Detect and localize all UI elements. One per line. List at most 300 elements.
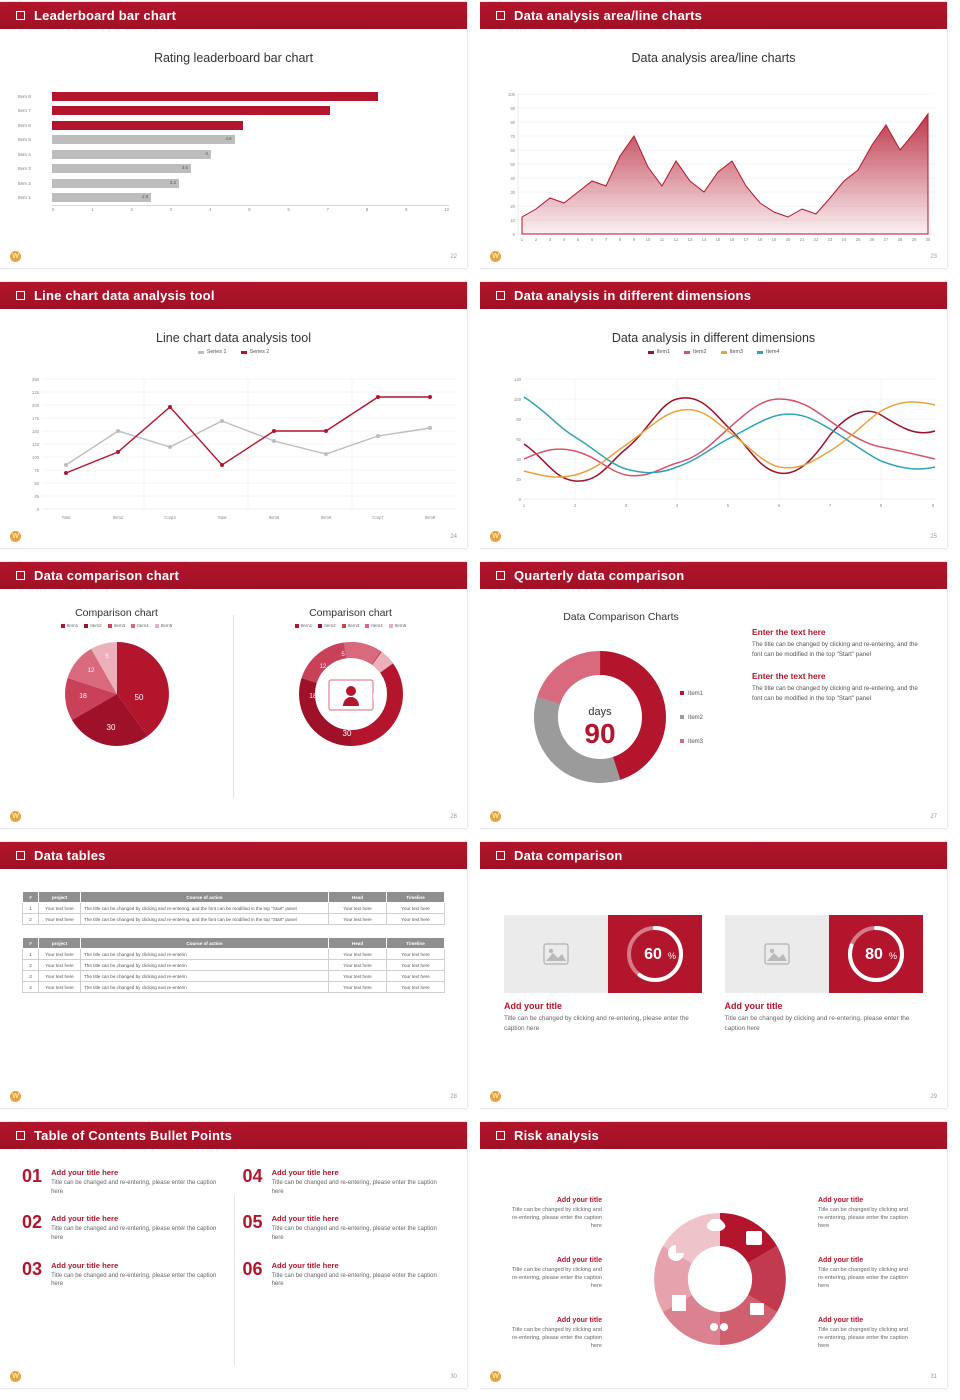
svg-text:1: 1 [522, 503, 526, 508]
legend-label: Item3 [113, 623, 126, 628]
svg-text:Total: Total [61, 515, 71, 520]
bar-value: 3.2 [169, 179, 177, 185]
svg-text:24: 24 [841, 237, 847, 242]
table-row: 2 Your text here The title can be changed by clicking and re-entering, and the font can be modified in the top "Start" panel Your text here Your text here [23, 914, 445, 925]
table-row [18, 176, 449, 191]
list-item [22, 1213, 225, 1242]
page-number: 26 [450, 814, 457, 820]
slide-header [480, 282, 947, 309]
image-placeholder-icon [725, 915, 829, 993]
bar-label: Item 2 [18, 180, 31, 186]
legend-item [365, 623, 383, 628]
slide-header [480, 2, 947, 29]
square-bullet-icon [496, 571, 505, 580]
svg-text:17: 17 [743, 237, 749, 242]
item-body: Title can be changed and re-entering, please enter the caption here [271, 1180, 437, 1195]
svg-text:15: 15 [715, 237, 721, 242]
list-item [243, 1260, 446, 1289]
svg-text:125: 125 [32, 442, 39, 447]
square-bullet-icon [16, 1131, 25, 1140]
legend-label: Item4 [371, 623, 383, 628]
svg-text:13: 13 [687, 237, 693, 242]
x-tick: 1 [91, 207, 94, 212]
svg-text:5: 5 [576, 237, 580, 242]
bar-label: Item 4 [18, 151, 31, 157]
svg-text:50: 50 [34, 481, 39, 486]
slide-data-comparison-chart [0, 560, 480, 840]
chart-title: Data analysis in different dimensions [611, 331, 816, 345]
legend-label: Item4 [765, 349, 780, 355]
x-tick: 6 [287, 207, 290, 212]
risk-title: Add your title [818, 1317, 864, 1324]
risk-block [510, 1197, 602, 1230]
x-tick: 7 [326, 207, 329, 212]
percent-sign: % [888, 951, 897, 961]
svg-text:5: 5 [104, 654, 109, 660]
svg-text:30: 30 [510, 190, 515, 195]
svg-text:Corp7: Corp7 [372, 515, 384, 520]
svg-text:75: 75 [34, 468, 39, 473]
column-header: project [39, 938, 81, 949]
legend-item [648, 349, 670, 355]
svg-text:7: 7 [604, 237, 608, 242]
column-header: Timeline [387, 938, 445, 949]
svg-text:225: 225 [32, 390, 39, 395]
slide-header [480, 1122, 947, 1149]
risk-body: Title can be changed by clicking and re-entering, please enter the caption here [512, 1327, 602, 1350]
chart-title: Line chart data analysis tool [156, 331, 311, 345]
svg-text:6: 6 [590, 237, 594, 242]
bar-label: Item 3 [18, 166, 31, 172]
svg-text:50: 50 [134, 693, 143, 702]
area-series [522, 114, 928, 234]
svg-text:6: 6 [777, 503, 781, 508]
item-title: Add your title here [51, 1214, 119, 1224]
svg-text:25: 25 [855, 237, 861, 242]
slide-header-label: Data tables [34, 848, 106, 863]
area-chart [490, 84, 945, 244]
item-title: Add your title here [271, 1168, 339, 1177]
legend-item [108, 623, 126, 628]
table-row: 3 Your text here The title can be changed by clicking and re-enterin Your text here Your text here [23, 971, 445, 982]
square-bullet-icon [496, 1131, 505, 1140]
item-body: Title can be changed and re-entering, please enter the caption here [51, 1272, 217, 1288]
square-bullet-icon [16, 291, 25, 300]
svg-text:12: 12 [673, 237, 679, 242]
pinwheel-diagram [635, 1187, 805, 1372]
series-item1-line [524, 398, 935, 481]
bar-label: Item 1 [18, 195, 31, 201]
progress-ring [843, 921, 909, 987]
table-row [18, 104, 449, 119]
item-title: Add your title here [51, 1168, 119, 1177]
table-row: 1 Your text here The title can be changed by clicking and re-enterin Your text here Your text here [23, 949, 445, 960]
item-number: 05 [242, 1212, 263, 1233]
bar-value: 4 [205, 150, 208, 156]
slide-data-tables [0, 840, 480, 1120]
table-row: 4 Your text here The title can be changed by clicking and re-enterin Your text here Your text here [23, 982, 445, 993]
svg-text:19: 19 [771, 237, 777, 242]
risk-body: Title can be changed by clicking and re-entering, please enter the caption here [512, 1267, 602, 1290]
slide-data-comparison-percent [480, 840, 960, 1120]
svg-text:18: 18 [757, 237, 763, 242]
card-title: Add your title [504, 1001, 562, 1011]
slide-header [0, 2, 467, 29]
slide-area-line-charts [480, 0, 960, 280]
svg-text:150: 150 [32, 429, 39, 434]
table-header-row [23, 938, 445, 949]
svg-text:100: 100 [32, 455, 39, 460]
svg-text:8: 8 [879, 503, 883, 508]
legend-label: Item1 [656, 349, 671, 355]
legend-item [131, 623, 149, 628]
pie-chart [42, 632, 192, 762]
risk-body: Title can be changed by clicking and re-entering, please enter the caption here [818, 1207, 908, 1230]
series-item4-line [524, 397, 935, 473]
svg-text:28: 28 [897, 237, 903, 242]
svg-text:50: 50 [372, 693, 381, 702]
item-body: Title can be changed and re-entering, please enter the caption here [271, 1226, 437, 1242]
svg-text:9: 9 [632, 237, 636, 242]
svg-text:Item1: Item1 [688, 691, 704, 697]
column-header: # [23, 938, 39, 949]
legend-label: Item5 [394, 623, 407, 628]
chart-title: Comparison chart [75, 607, 158, 619]
risk-block [818, 1317, 910, 1350]
item-number: 02 [22, 1212, 43, 1233]
item-body: Title can be changed and re-entering, please enter the caption here [51, 1226, 217, 1242]
svg-text:50: 50 [510, 162, 515, 167]
svg-text:80: 80 [516, 417, 521, 422]
legend-item [757, 349, 779, 355]
item-body: Title can be changed and re-entering, please enter the caption here [271, 1272, 437, 1288]
logo-icon: W [490, 1091, 501, 1102]
risk-block [510, 1317, 602, 1350]
svg-text:70: 70 [510, 134, 515, 139]
slide-header [0, 282, 467, 309]
svg-text:30: 30 [106, 723, 115, 732]
legend-label: Item2 [90, 623, 102, 628]
data-table-1 [22, 891, 445, 925]
svg-text:Total: Total [217, 515, 227, 520]
legend-item [155, 623, 173, 628]
text-block-heading: Enter the text here [752, 671, 826, 682]
bar-chart [18, 89, 449, 244]
svg-text:120: 120 [514, 377, 521, 382]
logo-icon: W [10, 251, 21, 262]
svg-text:Item3: Item3 [688, 739, 704, 745]
table-row [18, 191, 449, 206]
page-number: 22 [450, 254, 457, 260]
slide-risk-analysis [480, 1120, 960, 1400]
logo-icon: W [10, 811, 21, 822]
risk-body: Title can be changed by clicking and re-entering, please enter the caption here [818, 1327, 908, 1350]
chart-title: Data analysis area/line charts [631, 51, 796, 65]
risk-title: Add your title [556, 1317, 602, 1324]
svg-text:Item6: Item6 [320, 515, 332, 520]
chart-legend [480, 349, 947, 355]
svg-text:2: 2 [573, 503, 577, 508]
item-number: 06 [242, 1258, 263, 1279]
bar-label: Item 7 [18, 108, 31, 114]
svg-text:23: 23 [827, 237, 833, 242]
slide-header [0, 562, 467, 589]
card-body: Title can be changed by clicking and re-entering, please enter the caption here [724, 1015, 910, 1032]
logo-icon: W [10, 531, 21, 542]
bar-value: 4.6 [225, 136, 232, 142]
legend-label: Series 1 [206, 349, 227, 355]
line-chart [8, 371, 463, 531]
slide-header [480, 562, 947, 589]
x-tick: 2 [130, 207, 133, 212]
column-header: Timeline [387, 892, 445, 903]
logo-icon: W [490, 811, 501, 822]
svg-text:90: 90 [510, 106, 515, 111]
svg-text:40: 40 [516, 457, 521, 462]
slide-header-label: Data analysis area/line charts [514, 8, 703, 23]
text-block-heading: Enter the text here [752, 627, 826, 637]
slide-header [0, 1122, 467, 1149]
svg-text:3: 3 [548, 237, 552, 242]
svg-text:18: 18 [308, 693, 317, 700]
svg-text:21: 21 [799, 237, 805, 242]
x-tick: 3 [169, 207, 173, 212]
page-number: 29 [930, 1094, 937, 1100]
risk-title: Add your title [556, 1257, 602, 1264]
legend-label: Item2 [324, 623, 336, 628]
pie-chart-panel [0, 589, 233, 828]
slide-header-label: Leaderboard bar chart [34, 8, 177, 23]
svg-text:60: 60 [516, 437, 521, 442]
chart-legend [234, 623, 467, 628]
svg-text:26: 26 [869, 237, 875, 242]
legend-label: Item1 [300, 623, 313, 628]
svg-text:27: 27 [883, 237, 889, 242]
logo-icon: W [490, 251, 501, 262]
column-header: # [23, 892, 39, 903]
legend-item [61, 623, 79, 628]
svg-text:Corp3: Corp3 [164, 515, 176, 520]
slide-header-label: Table of Contents Bullet Points [34, 1128, 233, 1143]
svg-text:Item2: Item2 [688, 715, 704, 721]
chart-legend [0, 349, 467, 355]
slide-multi-dimension-analysis [480, 280, 960, 560]
svg-text:30: 30 [342, 729, 351, 738]
x-tick: 9 [404, 207, 408, 212]
risk-title: Add your title [818, 1257, 864, 1264]
svg-text:8: 8 [618, 237, 622, 242]
card-title: Add your title [724, 1001, 783, 1011]
legend-item [318, 623, 336, 628]
legend-item [84, 623, 102, 628]
multi-line-chart [490, 371, 945, 521]
column-header: Head [329, 892, 387, 903]
list-item [22, 1167, 225, 1196]
legend-label: Item5 [160, 623, 173, 628]
doughnut-90-days [500, 629, 730, 809]
legend-item [241, 349, 270, 355]
chart-title: Rating leaderboard bar chart [153, 51, 314, 65]
slide-header [480, 842, 947, 869]
column-header: Course of action [81, 938, 329, 949]
svg-text:7: 7 [828, 503, 832, 508]
svg-text:22: 22 [813, 237, 819, 242]
svg-text:0: 0 [36, 507, 39, 512]
table-row [18, 118, 449, 133]
item-body: Title can be changed and re-entering, please enter the caption here [51, 1180, 217, 1195]
risk-title: Add your title [556, 1197, 602, 1204]
slide-header-label: Data analysis in different dimensions [514, 288, 752, 303]
table-row [18, 162, 449, 177]
page-number: 24 [450, 534, 457, 540]
svg-text:Item5: Item5 [268, 515, 280, 520]
bar-label: Item 5 [18, 137, 31, 143]
column-header: Course of action [81, 892, 329, 903]
svg-text:60: 60 [510, 148, 515, 153]
svg-text:9: 9 [931, 503, 935, 508]
page-number: 31 [930, 1374, 937, 1380]
risk-body: Title can be changed by clicking and re-entering, please enter the caption here [818, 1267, 908, 1290]
legend-label: Item1 [66, 623, 79, 628]
legend-item [389, 623, 407, 628]
svg-text:4: 4 [562, 237, 566, 242]
comparison-card [725, 915, 924, 1108]
doughnut-chart-panel [234, 589, 467, 828]
square-bullet-icon [496, 291, 505, 300]
svg-text:5: 5 [726, 503, 730, 508]
legend-label: Item4 [137, 623, 149, 628]
doughnut-chart [276, 632, 426, 762]
x-tick: 0 [52, 207, 55, 212]
risk-title: Add your title [818, 1197, 864, 1204]
progress-ring [622, 921, 688, 987]
legend-label: Series 2 [249, 349, 270, 355]
text-block-body: The title can be changed by clicking and re-entering, and the font can be modified in the top "Start" panel [752, 685, 918, 702]
column-header: project [39, 892, 81, 903]
slide-header-label: Line chart data analysis tool [34, 288, 215, 303]
series-item3-line [524, 402, 935, 477]
page-number: 28 [450, 1094, 457, 1100]
risk-block [818, 1257, 910, 1290]
text-block-body: The title can be changed by clicking and re-entering, and the font can be modified in the top "Start" panel [752, 641, 918, 658]
slide-header-label: Data comparison [514, 848, 623, 863]
slide-header-label: Risk analysis [514, 1128, 599, 1143]
item-title: Add your title here [271, 1260, 339, 1270]
chart-title: Data Comparison Charts [563, 611, 679, 623]
x-tick: 8 [365, 207, 369, 212]
list-item [243, 1167, 446, 1196]
list-item [22, 1260, 225, 1289]
svg-text:Item2: Item2 [112, 515, 124, 520]
svg-text:16: 16 [729, 237, 735, 242]
svg-text:14: 14 [701, 237, 707, 242]
svg-text:20: 20 [785, 237, 791, 242]
page-number: 25 [930, 534, 937, 540]
legend-label: Item3 [729, 349, 743, 355]
x-tick: 4 [208, 207, 212, 212]
square-bullet-icon [16, 851, 25, 860]
slide-line-chart-tool [0, 280, 480, 560]
svg-text:40: 40 [510, 176, 515, 181]
page-number: 30 [450, 1374, 457, 1380]
svg-text:4: 4 [675, 503, 679, 508]
risk-block [510, 1257, 602, 1290]
table-row [18, 133, 449, 148]
svg-text:29: 29 [911, 237, 917, 242]
svg-text:10: 10 [510, 218, 515, 223]
svg-text:3: 3 [624, 503, 628, 508]
square-bullet-icon [16, 571, 25, 580]
risk-block [818, 1197, 910, 1230]
logo-icon: W [10, 1091, 21, 1102]
legend-item [342, 623, 360, 628]
svg-text:250: 250 [32, 377, 39, 382]
chart-title: Comparison chart [309, 607, 392, 619]
bar-label: Item 8 [18, 93, 31, 99]
risk-body: Title can be changed by clicking and re-entering, please enter the caption here [512, 1207, 602, 1230]
item-title: Add your title here [51, 1260, 119, 1270]
slide-toc-bullet-points [0, 1120, 480, 1400]
svg-text:20: 20 [516, 477, 521, 482]
table-header-row [23, 892, 445, 903]
square-bullet-icon [496, 11, 505, 20]
column-header: Head [329, 938, 387, 949]
svg-text:30: 30 [925, 237, 931, 242]
x-axis [52, 205, 449, 212]
svg-text:12: 12 [87, 668, 94, 674]
page-number: 27 [930, 814, 937, 820]
svg-text:Item8: Item8 [424, 515, 436, 520]
svg-text:0: 0 [518, 497, 521, 502]
svg-text:200: 200 [32, 403, 39, 408]
svg-text:80: 80 [510, 120, 515, 125]
slide-leaderboard-bar-chart [0, 0, 480, 280]
image-placeholder-icon [504, 915, 608, 993]
item-number: 01 [22, 1166, 43, 1186]
chart-legend [0, 623, 233, 628]
logo-icon: W [10, 1371, 21, 1382]
svg-text:10: 10 [645, 237, 651, 242]
text-blocks [752, 627, 929, 715]
table-row [18, 147, 449, 162]
percent-sign: % [667, 951, 677, 961]
card-body: Title can be changed by clicking and re-entering, please enter the caption here [504, 1015, 689, 1032]
comparison-card [504, 915, 703, 1108]
data-table-2 [22, 937, 445, 993]
logo-icon: W [490, 531, 501, 542]
list-item [243, 1213, 446, 1242]
center-value: 90 [584, 718, 616, 749]
svg-text:1: 1 [520, 237, 524, 242]
legend-label: Item2 [693, 349, 707, 355]
svg-text:18: 18 [78, 693, 87, 700]
svg-text:100: 100 [514, 397, 521, 402]
bar-value: 2.5 [142, 194, 149, 200]
x-tick: 5 [248, 207, 251, 212]
slide-header-label: Data comparison chart [34, 568, 180, 583]
logo-icon: W [490, 1371, 501, 1382]
legend-label: Item3 [347, 623, 360, 628]
square-bullet-icon [16, 11, 25, 20]
legend-item [295, 623, 313, 628]
square-bullet-icon [496, 851, 505, 860]
svg-text:0: 0 [512, 232, 515, 237]
percent-value: 80 [864, 946, 883, 963]
center-label: days [588, 706, 612, 718]
svg-text:175: 175 [32, 416, 39, 421]
svg-text:20: 20 [510, 204, 515, 209]
item-number: 03 [22, 1258, 43, 1279]
